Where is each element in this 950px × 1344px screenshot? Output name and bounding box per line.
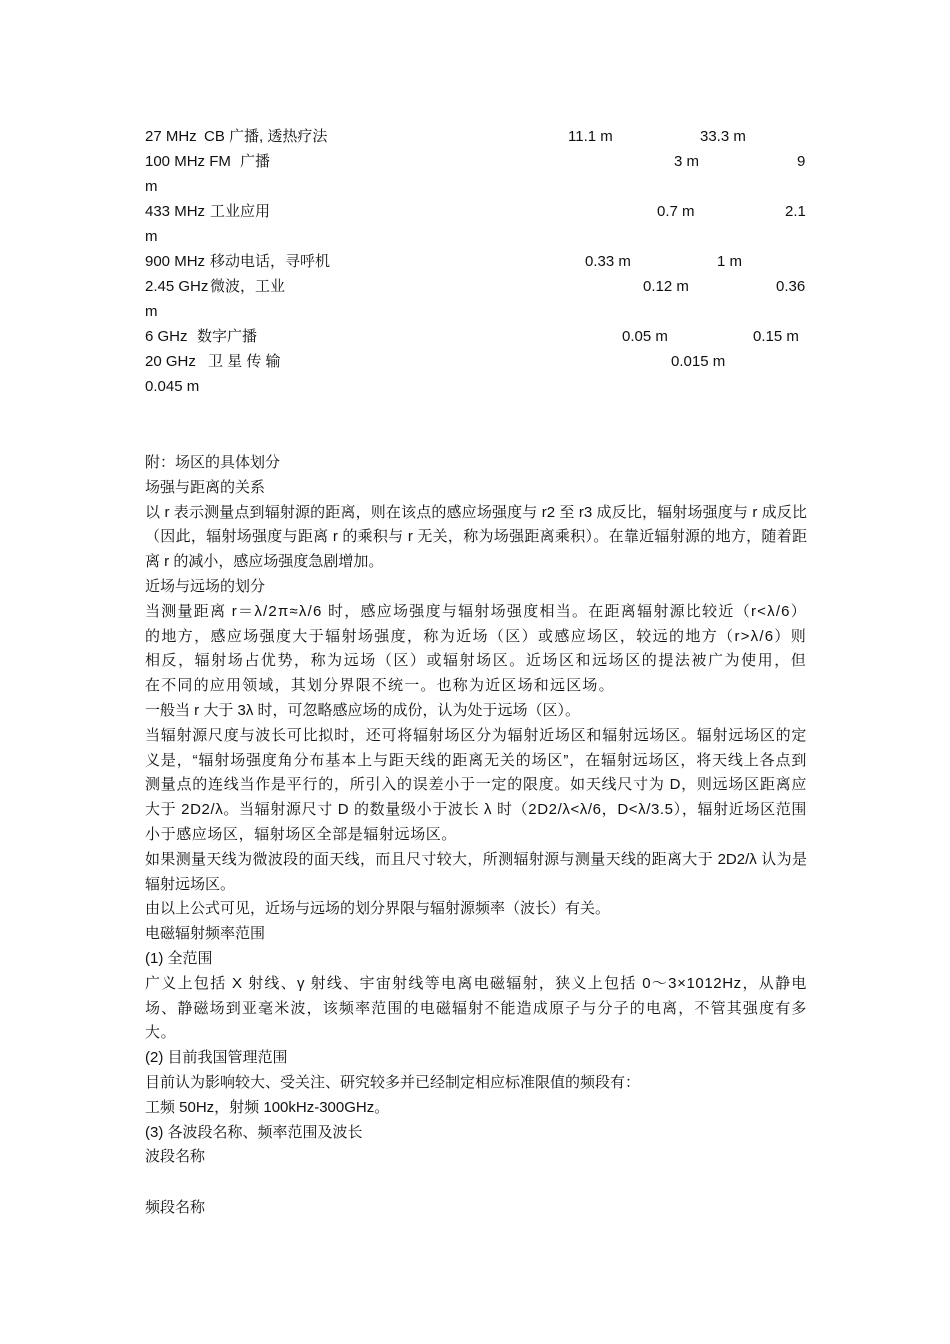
far-dist-wrap: m <box>145 178 158 195</box>
body-text <box>145 451 807 1170</box>
far-dist-cell: 2.1 <box>785 203 806 220</box>
freq-cell: 6 GHz <box>145 328 188 345</box>
section-heading: 场强与距离的关系 <box>145 478 266 496</box>
subsection-heading: (2) 目前我国管理范围 <box>145 1049 288 1067</box>
near-dist-cell: 0.7 m <box>657 203 695 220</box>
far-dist-cell: 9 <box>797 153 806 170</box>
freq-cell: 433 MHz <box>145 203 206 220</box>
paragraph: 一般当 r 大于 3λ 时，可忽略感应场的成份，认为处于远场（区）。 <box>145 701 581 719</box>
use-cell: 广播 <box>240 153 271 170</box>
paragraph: 当辐射源尺度与波长可比拟时，还可将辐射场区分为辐射近场区和辐射远场区。辐射远场区的定义是，“辐射场强度角分布基本上与距天线的距离无关的场区”，在辐射远场区，将天线上各点到测量点的连线当作是平行的，所引入的误差小于一定的限度。如天线尺寸为 D，则远场区距离应大于 2D2/λ。当辐射源尺寸 D 的数量级小于波长 λ 时（2D2/λ<λ/6，D<λ/3.5），辐射近场区范围小于感应场区，辐射场区全部是辐射远场区。 <box>145 726 807 843</box>
subsection-heading: (3) 各波段名称、频率范围及波长 <box>145 1123 363 1141</box>
far-dist-cell: 1 m <box>717 253 743 270</box>
near-dist-cell: 0.05 m <box>622 328 668 345</box>
table-header-label: 频段名称 <box>145 1199 206 1216</box>
freq-cell: 27 MHz <box>145 128 197 145</box>
paragraph: 工频 50Hz，射频 100kHz-300GHz。 <box>145 1098 390 1116</box>
freq-cell: 20 GHz <box>145 353 196 370</box>
far-dist-wrap: m <box>145 303 158 320</box>
freq-cell: 900 MHz <box>145 253 206 270</box>
section-heading: 近场与远场的划分 <box>145 577 266 595</box>
paragraph: 由以上公式可见，近场与远场的划分界限与辐射源频率（波长）有关。 <box>145 900 611 918</box>
near-dist-cell: 3 m <box>674 153 700 170</box>
use-cell: CB 广播, 透热疗法 <box>204 128 328 145</box>
subsection-heading: (1) 全范围 <box>145 949 213 967</box>
paragraph: 以 r 表示测量点到辐射源的距离，则在该点的感应场强度与 r2 至 r3 成反比，辐射场强度与 r 成反比（因此，辐射场强度与距离 r 的乘积与 r 无关，称为场强距离乘积）。在靠近辐射源的地方，随着距离 r 的减小，感应场强度急剧增加。 <box>145 503 807 571</box>
use-cell: 移动电话，寻呼机 <box>210 253 331 270</box>
use-cell: 数字广播 <box>197 328 258 345</box>
far-dist-cell: 0.15 m <box>753 328 799 345</box>
appendix-heading: 附：场区的具体划分 <box>145 454 281 471</box>
far-dist-wrap: m <box>145 228 158 245</box>
paragraph: 广义上包括 X 射线、γ 射线、宇宙射线等电离电磁辐射，狭义上包括 0～3×1012Hz，从静电场、静磁场到亚毫米波，该频率范围的电磁辐射不能造成原子与分子的电离，不管其强度有多大。 <box>145 974 807 1042</box>
freq-cell: 100 MHz FM <box>145 153 231 170</box>
near-dist-cell: 11.1 m <box>568 128 613 145</box>
far-dist-cell: 33.3 m <box>700 128 746 145</box>
use-cell: 微波，工业 <box>210 278 286 295</box>
far-dist-cell: 0.36 <box>776 278 806 295</box>
table-header-label: 波段名称 <box>145 1148 206 1166</box>
use-cell: 工业应用 <box>210 203 271 220</box>
use-cell: 卫 星 传 输 <box>208 353 281 370</box>
near-dist-cell: 0.015 m <box>671 353 726 370</box>
far-dist-wrap: 0.045 m <box>145 378 200 395</box>
section-heading: 电磁辐射频率范围 <box>145 925 266 943</box>
near-dist-cell: 0.12 m <box>643 278 689 295</box>
paragraph: 如果测量天线为微波段的面天线，而且尺寸较大，所测辐射源与测量天线的距离大于 2D2/λ 认为是辐射远场区。 <box>145 850 807 893</box>
paragraph: 目前认为影响较大、受关注、研究较多并已经制定相应标准限值的频段有： <box>145 1073 641 1091</box>
near-dist-cell: 0.33 m <box>585 253 631 270</box>
freq-cell: 2.45 GHz <box>145 278 209 295</box>
paragraph: 当测量距离 r＝λ/2π≈λ/6 时，感应场强度与辐射场强度相当。在距离辐射源比较近（r<λ/6）的地方，感应场强度大于辐射场强度，称为近场（区）或感应场区，较远的地方（r>λ/6）则相反，辐射场占优势，称为远场（区）或辐射场区。近场区和远场区的提法被广为使用，但在不同的应用领域，其划分界限不统一。也称为近区场和远区场。 <box>145 602 807 695</box>
